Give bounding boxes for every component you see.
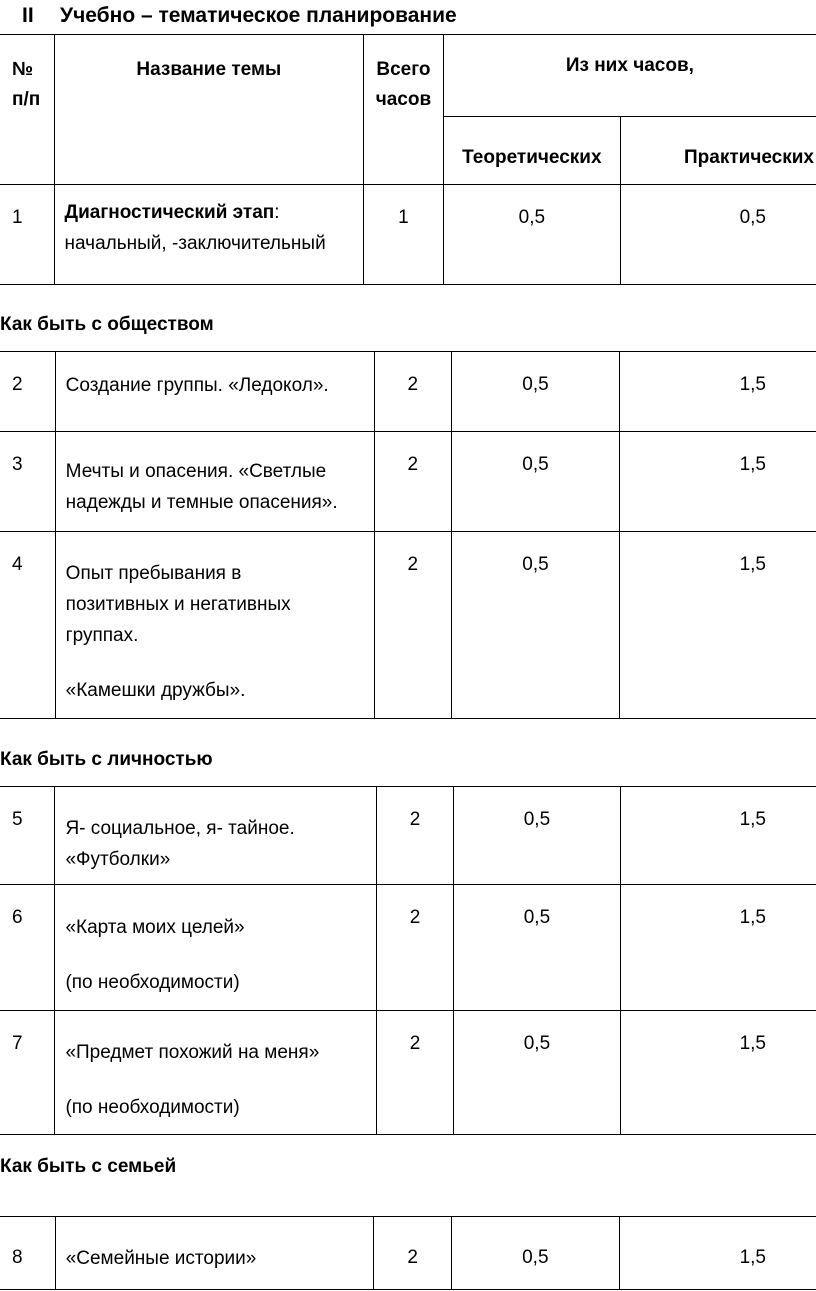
table-row <box>0 1011 816 1135</box>
title-text: Учебно – тематическое планирование <box>60 4 457 27</box>
table-row <box>0 787 816 885</box>
row1-colon: : <box>274 202 280 223</box>
row1-title-bold: Диагностический этап <box>64 202 275 223</box>
row6-total: 2 <box>377 885 454 1011</box>
row6-line1: «Карта моих целей» <box>65 917 245 938</box>
row7-topic <box>55 1011 377 1135</box>
row8-practice: 1,5 <box>619 1217 816 1290</box>
header-total2: часов <box>375 89 432 110</box>
row1-total: 1 <box>364 185 444 285</box>
row2-num: 2 <box>0 352 55 432</box>
page-title <box>22 4 457 28</box>
row4-practice: 1,5 <box>620 532 816 719</box>
title-number: II <box>22 4 34 27</box>
header-topic: Название темы <box>54 35 364 185</box>
row3-line2: надежды и темные опасения». <box>65 492 338 513</box>
row5-practice: 1,5 <box>620 787 816 885</box>
row1-topic <box>54 185 364 285</box>
row7-line2: (по необходимости) <box>65 1097 240 1118</box>
row2-topic: Создание группы. «Ледокол». <box>55 352 374 432</box>
row4-total: 2 <box>374 532 451 719</box>
row6-line2: (по необходимости) <box>65 972 240 993</box>
row6-practice: 1,5 <box>620 885 816 1011</box>
row5-topic <box>55 787 377 885</box>
table-row <box>0 185 816 285</box>
header-of-them: Из них часов, <box>443 35 816 117</box>
row4-topic <box>55 532 374 719</box>
table-row <box>0 352 816 432</box>
row8-topic: «Семейные истории» <box>55 1217 374 1290</box>
table-row <box>0 532 816 719</box>
row7-theory: 0,5 <box>453 1011 620 1135</box>
row7-practice: 1,5 <box>620 1011 816 1135</box>
plan-table-personality <box>0 786 816 1135</box>
row8-total: 2 <box>374 1217 451 1290</box>
row3-topic <box>55 432 374 532</box>
row4-theory: 0,5 <box>451 532 619 719</box>
header-total: Всего <box>376 59 431 80</box>
header-num2: п/п <box>12 89 41 110</box>
table-row <box>0 432 816 532</box>
section-society: Как быть с обществом <box>0 314 214 335</box>
row1-practice: 0,5 <box>620 185 816 285</box>
section-family: Как быть с семьей <box>0 1156 177 1177</box>
row6-theory: 0,5 <box>453 885 620 1011</box>
row3-num: 3 <box>0 432 55 532</box>
row5-theory: 0,5 <box>453 787 620 885</box>
row1-line2: начальный, -заключительный <box>64 233 326 254</box>
row8-num: 8 <box>0 1217 55 1290</box>
row4-line3: группах. <box>65 625 139 646</box>
row7-line1: «Предмет похожий на меня» <box>65 1042 320 1063</box>
row5-num: 5 <box>0 787 55 885</box>
row5-line2: «Футболки» <box>65 849 171 870</box>
section-personality: Как быть с личностью <box>0 749 213 770</box>
table-row <box>0 885 816 1011</box>
header-practice: Практических <box>620 117 816 185</box>
row7-total: 2 <box>377 1011 454 1135</box>
row7-num: 7 <box>0 1011 55 1135</box>
row1-num: 1 <box>0 185 54 285</box>
row4-num: 4 <box>0 532 55 719</box>
row2-total: 2 <box>374 352 451 432</box>
row4-line1: Опыт пребывания в <box>65 563 242 584</box>
row2-theory: 0,5 <box>451 352 619 432</box>
row5-line1: Я- социальное, я- тайное. <box>65 818 295 839</box>
plan-table-family <box>0 1216 816 1290</box>
row6-topic <box>55 885 377 1011</box>
header-num: № <box>12 59 34 80</box>
row5-total: 2 <box>377 787 454 885</box>
header-theory: Теоретических <box>443 117 620 185</box>
row4-line2: позитивных и негативных <box>65 594 291 615</box>
header-num-cell <box>0 35 54 185</box>
plan-table-society <box>0 351 816 719</box>
row2-practice: 1,5 <box>620 352 816 432</box>
header-total-cell <box>364 35 444 185</box>
row3-line1: Мечты и опасения. «Светлые <box>65 461 327 482</box>
row3-total: 2 <box>374 432 451 532</box>
table-header-row <box>0 35 816 117</box>
plan-table-diagnostic <box>0 34 816 285</box>
row8-theory: 0,5 <box>451 1217 619 1290</box>
row6-num: 6 <box>0 885 55 1011</box>
row3-practice: 1,5 <box>620 432 816 532</box>
row4-line4: «Камешки дружбы». <box>65 680 246 701</box>
table-row <box>0 1217 816 1290</box>
row3-theory: 0,5 <box>451 432 619 532</box>
row1-theory: 0,5 <box>443 185 620 285</box>
